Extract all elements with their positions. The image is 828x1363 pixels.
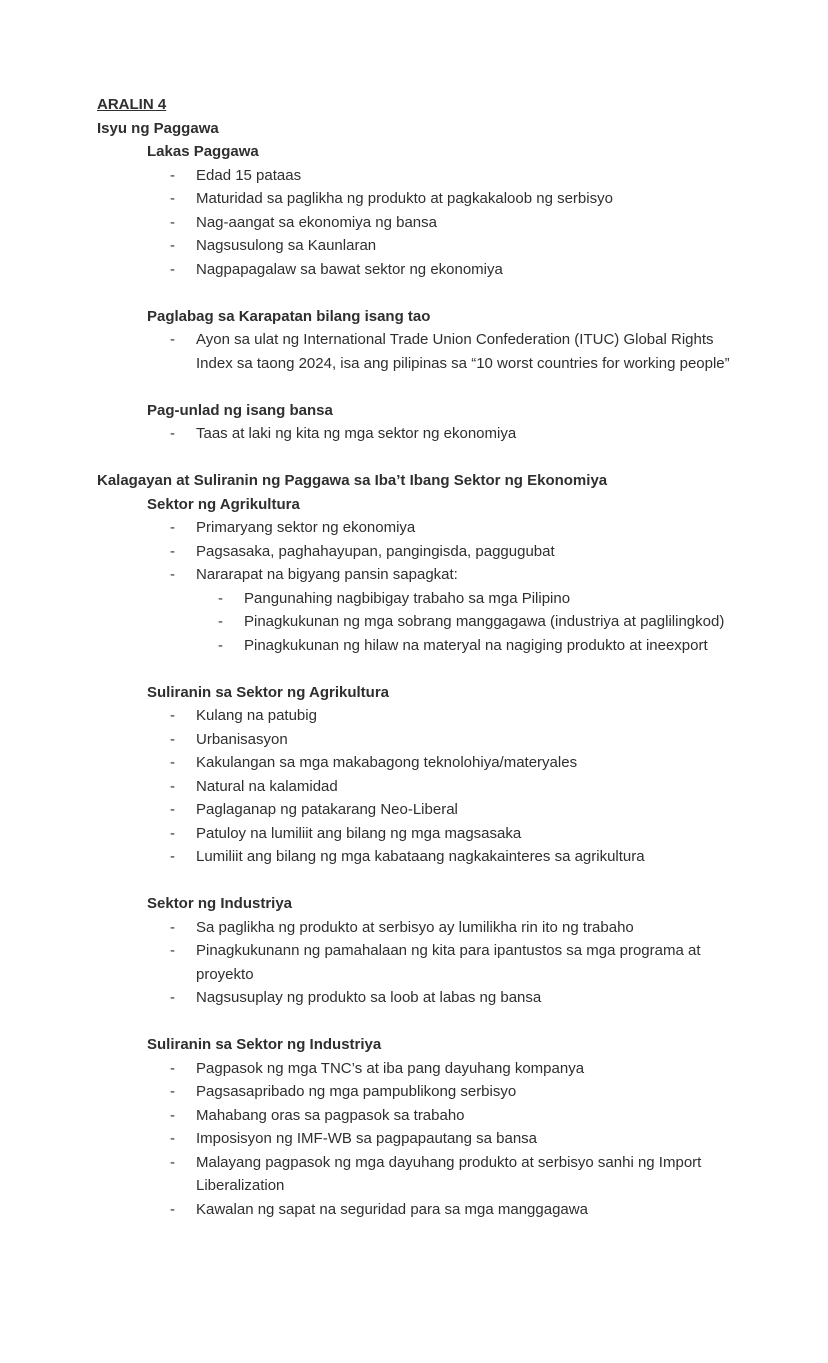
bullet-text: Nag-aangat sa ekonomiya ng bansa xyxy=(196,213,437,231)
bullet-item xyxy=(170,234,736,258)
bullet-item xyxy=(170,1080,736,1104)
bullet-dash: - xyxy=(170,331,175,348)
bullet-dash: - xyxy=(170,1130,175,1147)
sub-heading: Lakas Paggawa xyxy=(147,143,259,160)
bullet-dash: - xyxy=(170,1083,175,1100)
sub-heading: Suliranin sa Sektor ng Industriya xyxy=(147,1036,382,1053)
section-heading: Kalagayan at Suliranin ng Paggawa sa Iba’t Ibang Sektor ng Ekonomiya xyxy=(97,472,608,489)
bullet-dash: - xyxy=(170,1059,175,1077)
bullet-text: Edad 15 pataas xyxy=(196,166,302,184)
bullet-item xyxy=(170,187,736,211)
bullet-dash: - xyxy=(170,777,175,795)
sub-heading: Paglabag sa Karapatan bilang isang tao xyxy=(147,307,431,325)
bullet-text: Nagpapagalaw sa bawat sektor ng ekonomiya xyxy=(196,260,503,278)
bullet-dash: - xyxy=(170,1153,175,1171)
bullet-text: Natural na kalamidad xyxy=(196,777,338,795)
bullet-dash: - xyxy=(170,730,175,748)
nested-bullet-item xyxy=(218,587,736,611)
bullet-text: Patuloy na lumiliit ang bilang ng mga magsasaka xyxy=(196,824,522,842)
bullet-text: Malayang pagpasok ng mga dayuhang produkto at serbisyo sanhi ng Import Liberalization xyxy=(196,1153,702,1194)
bullet-text: Kakulangan sa mga makabagong teknolohiya/materyales xyxy=(196,754,578,771)
bullet-text: Imposisyon ng IMF-WB sa pagpapautang sa bansa xyxy=(196,1130,538,1147)
sub-heading: Suliranin sa Sektor ng Agrikultura xyxy=(147,683,389,701)
bullet-item xyxy=(170,516,736,540)
bullet-dash: - xyxy=(170,425,175,442)
bullet-text: Primaryang sektor ng ekonomiya xyxy=(196,519,416,536)
bullet-text: Pagpasok ng mga TNC’s at iba pang dayuhang kompanya xyxy=(196,1059,585,1077)
bullet-dash: - xyxy=(170,1200,175,1218)
bullet-dash: - xyxy=(170,190,175,207)
bullet-dash: - xyxy=(170,237,175,254)
bullet-item xyxy=(170,845,736,869)
bullet-text: Nagsusuplay ng produkto sa loob at labas ng bansa xyxy=(196,989,542,1006)
bullet-item xyxy=(170,211,736,235)
bullet-dash: - xyxy=(170,166,175,184)
bullet-item xyxy=(170,1057,736,1081)
bullet-text: Paglaganap ng patakarang Neo-Liberal xyxy=(196,801,458,818)
bullet-item xyxy=(170,258,736,282)
bullet-text: Urbanisasyon xyxy=(196,730,288,748)
document-title: ARALIN 4 xyxy=(97,96,167,113)
bullet-item xyxy=(170,986,736,1010)
sub-heading: Sektor ng Industriya xyxy=(147,895,293,912)
bullet-text: Pinagkukunan ng hilaw na materyal na nagiging produkto at ineexport xyxy=(244,636,708,654)
bullet-text: Pagsasapribado ng mga pampublikong serbisyo xyxy=(196,1083,517,1100)
bullet-text: Taas at laki ng kita ng mga sektor ng ekonomiya xyxy=(196,425,517,442)
bullet-item xyxy=(170,939,736,986)
bullet-dash: - xyxy=(170,824,175,842)
bullet-dash: - xyxy=(170,260,175,278)
bullet-text: Pinagkukunann ng pamahalaan ng kita para ipantustos sa mga programa at proyekto xyxy=(196,942,701,983)
nested-bullet-item xyxy=(218,634,736,658)
bullet-dash: - xyxy=(170,213,175,231)
bullet-text: Ayon sa ulat ng International Trade Union Confederation (ITUC) Global Rights Index sa taong 2024, isa ang pilipinas sa “10 worst countries for working people” xyxy=(196,331,730,372)
bullet-dash: - xyxy=(170,918,175,936)
bullet-dash: - xyxy=(170,542,175,560)
bullet-item xyxy=(170,563,736,587)
bullet-dash: - xyxy=(170,848,175,865)
bullet-item xyxy=(170,1151,736,1198)
bullet-text: Kulang na patubig xyxy=(196,707,317,724)
bullet-item xyxy=(170,751,736,775)
nested-bullet-item xyxy=(218,610,736,634)
bullet-item xyxy=(170,704,736,728)
bullet-text: Nagsusulong sa Kaunlaran xyxy=(196,237,377,254)
bullet-dash: - xyxy=(170,989,175,1006)
bullet-item xyxy=(170,822,736,846)
bullet-text: Pagsasaka, paghahayupan, pangingisda, paggugubat xyxy=(196,542,555,560)
bullet-text: Lumiliit ang bilang ng mga kabataang nagkakainteres sa agrikultura xyxy=(196,848,645,865)
bullet-item xyxy=(170,328,736,375)
bullet-text: Kawalan ng sapat na seguridad para sa mga manggagawa xyxy=(196,1200,588,1218)
bullet-text: Nararapat na bigyang pansin sapagkat: xyxy=(196,566,458,583)
bullet-text: Sa paglikha ng produkto at serbisyo ay lumilikha rin ito ng trabaho xyxy=(196,918,634,936)
bullet-item xyxy=(170,164,736,188)
bullet-text: Mahabang oras sa pagpasok sa trabaho xyxy=(196,1106,465,1124)
bullet-dash: - xyxy=(170,1106,175,1124)
bullet-item xyxy=(170,728,736,752)
bullet-item xyxy=(170,798,736,822)
bullet-item xyxy=(170,1198,736,1222)
bullet-item xyxy=(170,916,736,940)
bullet-dash: - xyxy=(218,636,223,654)
bullet-dash: - xyxy=(170,566,175,583)
bullet-item xyxy=(170,1127,736,1151)
bullet-item xyxy=(170,1104,736,1128)
bullet-text: Pinagkukunan ng mga sobrang manggagawa (industriya at paglilingkod) xyxy=(244,613,725,630)
bullet-text: Pangunahing nagbibigay trabaho sa mga Pilipino xyxy=(244,589,571,607)
bullet-dash: - xyxy=(170,519,175,536)
bullet-item xyxy=(170,422,736,446)
bullet-dash: - xyxy=(170,707,175,724)
bullet-dash: - xyxy=(170,801,175,818)
sub-heading: Pag-unlad ng isang bansa xyxy=(147,401,333,419)
bullet-dash: - xyxy=(218,613,223,630)
section-heading: Isyu ng Paggawa xyxy=(97,119,219,137)
sub-heading: Sektor ng Agrikultura xyxy=(147,495,300,513)
bullet-item xyxy=(170,540,736,564)
bullet-item xyxy=(170,775,736,799)
bullet-text: Maturidad sa paglikha ng produkto at pagkakaloob ng serbisyo xyxy=(196,190,613,207)
bullet-dash: - xyxy=(170,942,175,959)
bullet-dash: - xyxy=(218,589,223,607)
bullet-dash: - xyxy=(170,754,175,771)
